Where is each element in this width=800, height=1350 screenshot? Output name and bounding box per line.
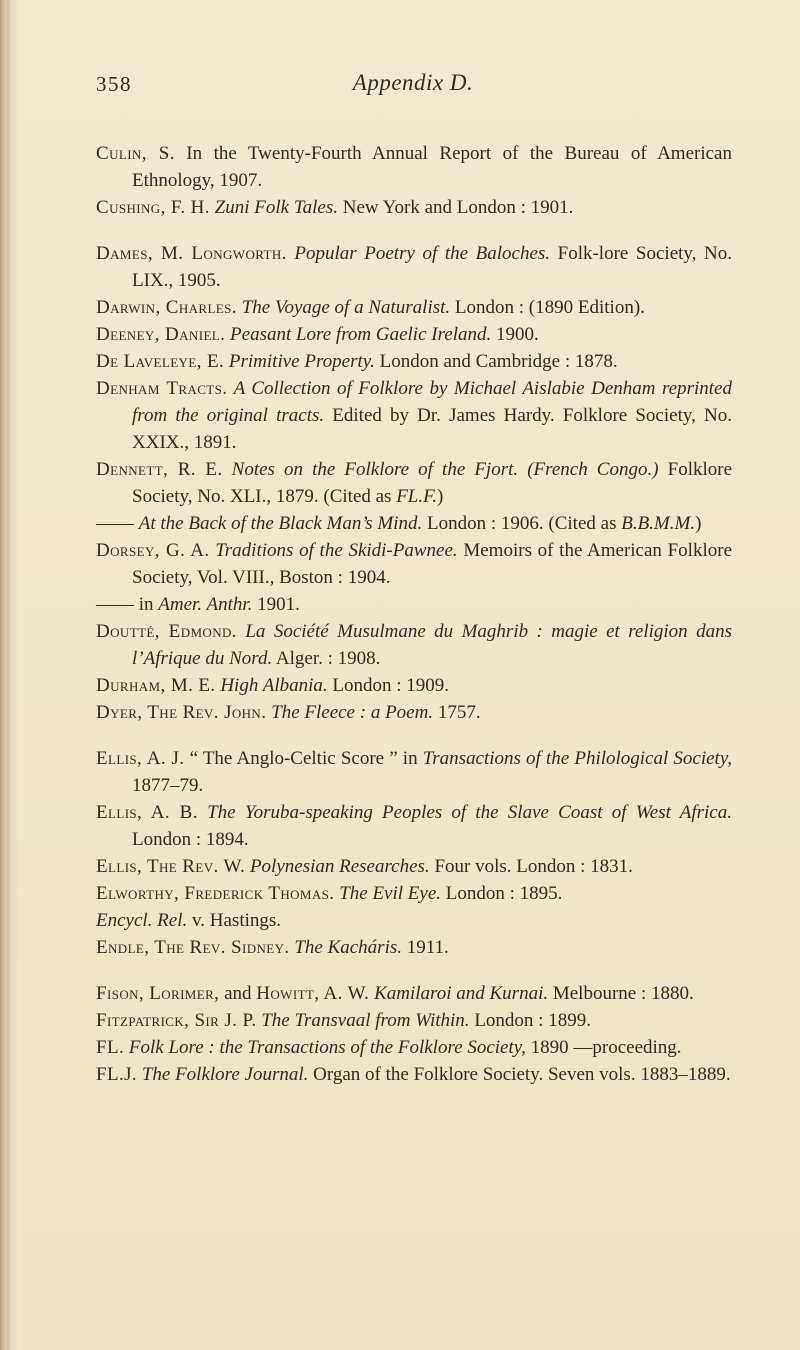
entry-text: 1911. (402, 937, 449, 958)
work-title: Kamilaroi and Kurnai. (369, 983, 549, 1004)
bibliography-entry (96, 294, 732, 321)
bibliography-entry (96, 853, 732, 880)
work-title: Encycl. Rel. (96, 910, 188, 931)
work-title: The Transvaal from Within. (256, 1010, 470, 1031)
bibliography-entry (96, 240, 732, 294)
work-title: Traditions of the Skidi-Pawnee. (209, 540, 458, 561)
author-name: Dames, M. Longworth. (96, 243, 287, 264)
bibliography-list (96, 140, 732, 1088)
work-title: Transactions of the Philological Society, (422, 748, 732, 769)
author-name: FL.J. (96, 1064, 138, 1085)
bibliography-entry (96, 348, 732, 375)
entry-text: Folk-lore Society, No. LIX., 1905. (132, 243, 732, 291)
bibliography-entry (96, 745, 732, 799)
author-name: Endle, The Rev. Sidney. (96, 937, 290, 958)
work-title: Primitive Property. (224, 351, 375, 372)
author-name: Fison, Lorimer, (96, 983, 220, 1004)
page-number: 358 (96, 72, 132, 96)
author-name: Ellis, A. B. (96, 802, 198, 823)
author-name: Durham, M. E. (96, 675, 216, 696)
entry-text: London : 1899. (469, 1010, 591, 1031)
bibliography-entry (96, 537, 732, 591)
entry-text: 1757. (433, 702, 481, 723)
entry-text: 1901. (252, 594, 300, 615)
author-name: Cushing, F. H. (96, 197, 210, 218)
author-name: FL. (96, 1037, 125, 1058)
entry-text: 1890 —proceeding. (525, 1037, 682, 1058)
entry-text: Melbourne : 1880. (548, 983, 694, 1004)
page-header (96, 72, 730, 102)
work-title: La Société Musulmane du Maghrib : magie et religion dans l’Afrique du Nord. (132, 621, 732, 669)
author-name: De Laveleye, E. (96, 351, 225, 372)
work-title: Popular Poetry of the Baloches. (286, 243, 551, 264)
entry-text: London : 1906. (Cited as (422, 513, 622, 534)
work-title: Notes on the Folklore of the Fjort. (French Congo.) (222, 459, 659, 480)
entry-text: In the Twenty-Fourth Annual Report of the Bureau of American Ethnology, 1907. (132, 143, 732, 191)
work-title: The Voyage of a Naturalist. (236, 297, 451, 318)
author-name: Howitt, A. W. (256, 983, 370, 1004)
bibliography-entry (96, 1061, 732, 1088)
entry-text: London : 1894. (132, 829, 249, 850)
bibliography-entry (96, 672, 732, 699)
work-title: FL.F. (396, 486, 438, 507)
work-title: The Evil Eye. (334, 883, 442, 904)
entry-text: New York and London : 1901. (338, 197, 574, 218)
bibliography-entry (96, 321, 732, 348)
entry-text: 1900. (491, 324, 539, 345)
bibliography-entry (96, 375, 732, 456)
author-name: Elworthy, Frederick Thomas. (96, 883, 335, 904)
entry-text: —— (96, 513, 139, 534)
bibliography-entry (96, 618, 732, 672)
bibliography-entry (96, 934, 732, 961)
author-name: Doutté, Edmond. (96, 621, 237, 642)
work-title: The Fleece : a Poem. (266, 702, 434, 723)
author-name: Darwin, Charles. (96, 297, 237, 318)
entry-text: “ The Anglo-Celtic Score ” in (184, 748, 423, 769)
entry-text: ) (437, 486, 444, 507)
author-name: Dennett, R. E. (96, 459, 223, 480)
bibliography-entry (96, 591, 732, 618)
entry-text: Folklore Society, No. XLI., 1879. (Cited as (132, 459, 733, 507)
bibliography-entry (96, 1034, 732, 1061)
entry-text: and (219, 983, 257, 1004)
work-title: A Collection of Folklore by Michael Aislabie Denham reprinted from the original tracts. (132, 378, 732, 426)
entry-text: London : 1895. (441, 883, 563, 904)
work-title: Amer. Anthr. (158, 594, 253, 615)
author-name: Dorsey, G. A. (96, 540, 210, 561)
page-title: Appendix D. (352, 70, 474, 95)
entry-text: Memoirs of the American Folklore Society, Vol. VIII., Boston : 1904. (132, 540, 732, 588)
entry-text: London : 1909. (327, 675, 450, 696)
author-name: Deeney, Daniel. (96, 324, 226, 345)
work-title: Peasant Lore from Gaelic Ireland. (225, 324, 492, 345)
author-name: Ellis, A. J. (96, 748, 185, 769)
work-title: B.B.M.M. (621, 513, 696, 534)
work-title: Polynesian Researches. (245, 856, 430, 877)
bibliography-entry (96, 799, 732, 853)
entry-text: Alger. : 1908. (272, 648, 381, 669)
bibliography-entry (96, 907, 732, 934)
work-title: Zuni Folk Tales. (209, 197, 338, 218)
author-name: Fitzpatrick, Sir J. P. (96, 1010, 257, 1031)
entry-text: Four vols. London : 1831. (429, 856, 633, 877)
work-title: The Yoruba-speaking Peoples of the Slave Coast of West Africa. (197, 802, 732, 823)
bibliography-entry (96, 510, 732, 537)
author-name: Ellis, The Rev. W. (96, 856, 246, 877)
entry-text: —— in (96, 594, 159, 615)
work-title: At the Back of the Black Man’s Mind. (138, 513, 423, 534)
bibliography-entry (96, 699, 732, 726)
entry-text: Edited by Dr. James Hardy. Folklore Society, No. XXIX., 1891. (132, 405, 732, 453)
bibliography-entry (96, 456, 732, 510)
bibliography-entry (96, 880, 732, 907)
entry-text: v. Hastings. (187, 910, 282, 931)
entry-text: London : (1890 Edition). (450, 297, 645, 318)
entry-text: London and Cambridge : 1878. (374, 351, 618, 372)
work-title: High Albania. (215, 675, 328, 696)
work-title: Folk Lore : the Transactions of the Folklore Society, (124, 1037, 526, 1058)
bibliography-entry (96, 194, 732, 221)
entry-text: ) (695, 513, 702, 534)
work-title: The Folklore Journal. (137, 1064, 309, 1085)
entry-text: Organ of the Folklore Society. Seven vols. 1883–1889. (308, 1064, 731, 1085)
bibliography-entry (96, 1007, 732, 1034)
bibliography-entry (96, 140, 732, 194)
author-name: Dyer, The Rev. John. (96, 702, 267, 723)
entry-text: 1877–79. (132, 775, 204, 796)
author-name: Denham Tracts. (96, 378, 228, 399)
work-title: The Kacháris. (289, 937, 402, 958)
author-name: Culin, S. (96, 143, 175, 164)
bibliography-entry (96, 980, 732, 1007)
